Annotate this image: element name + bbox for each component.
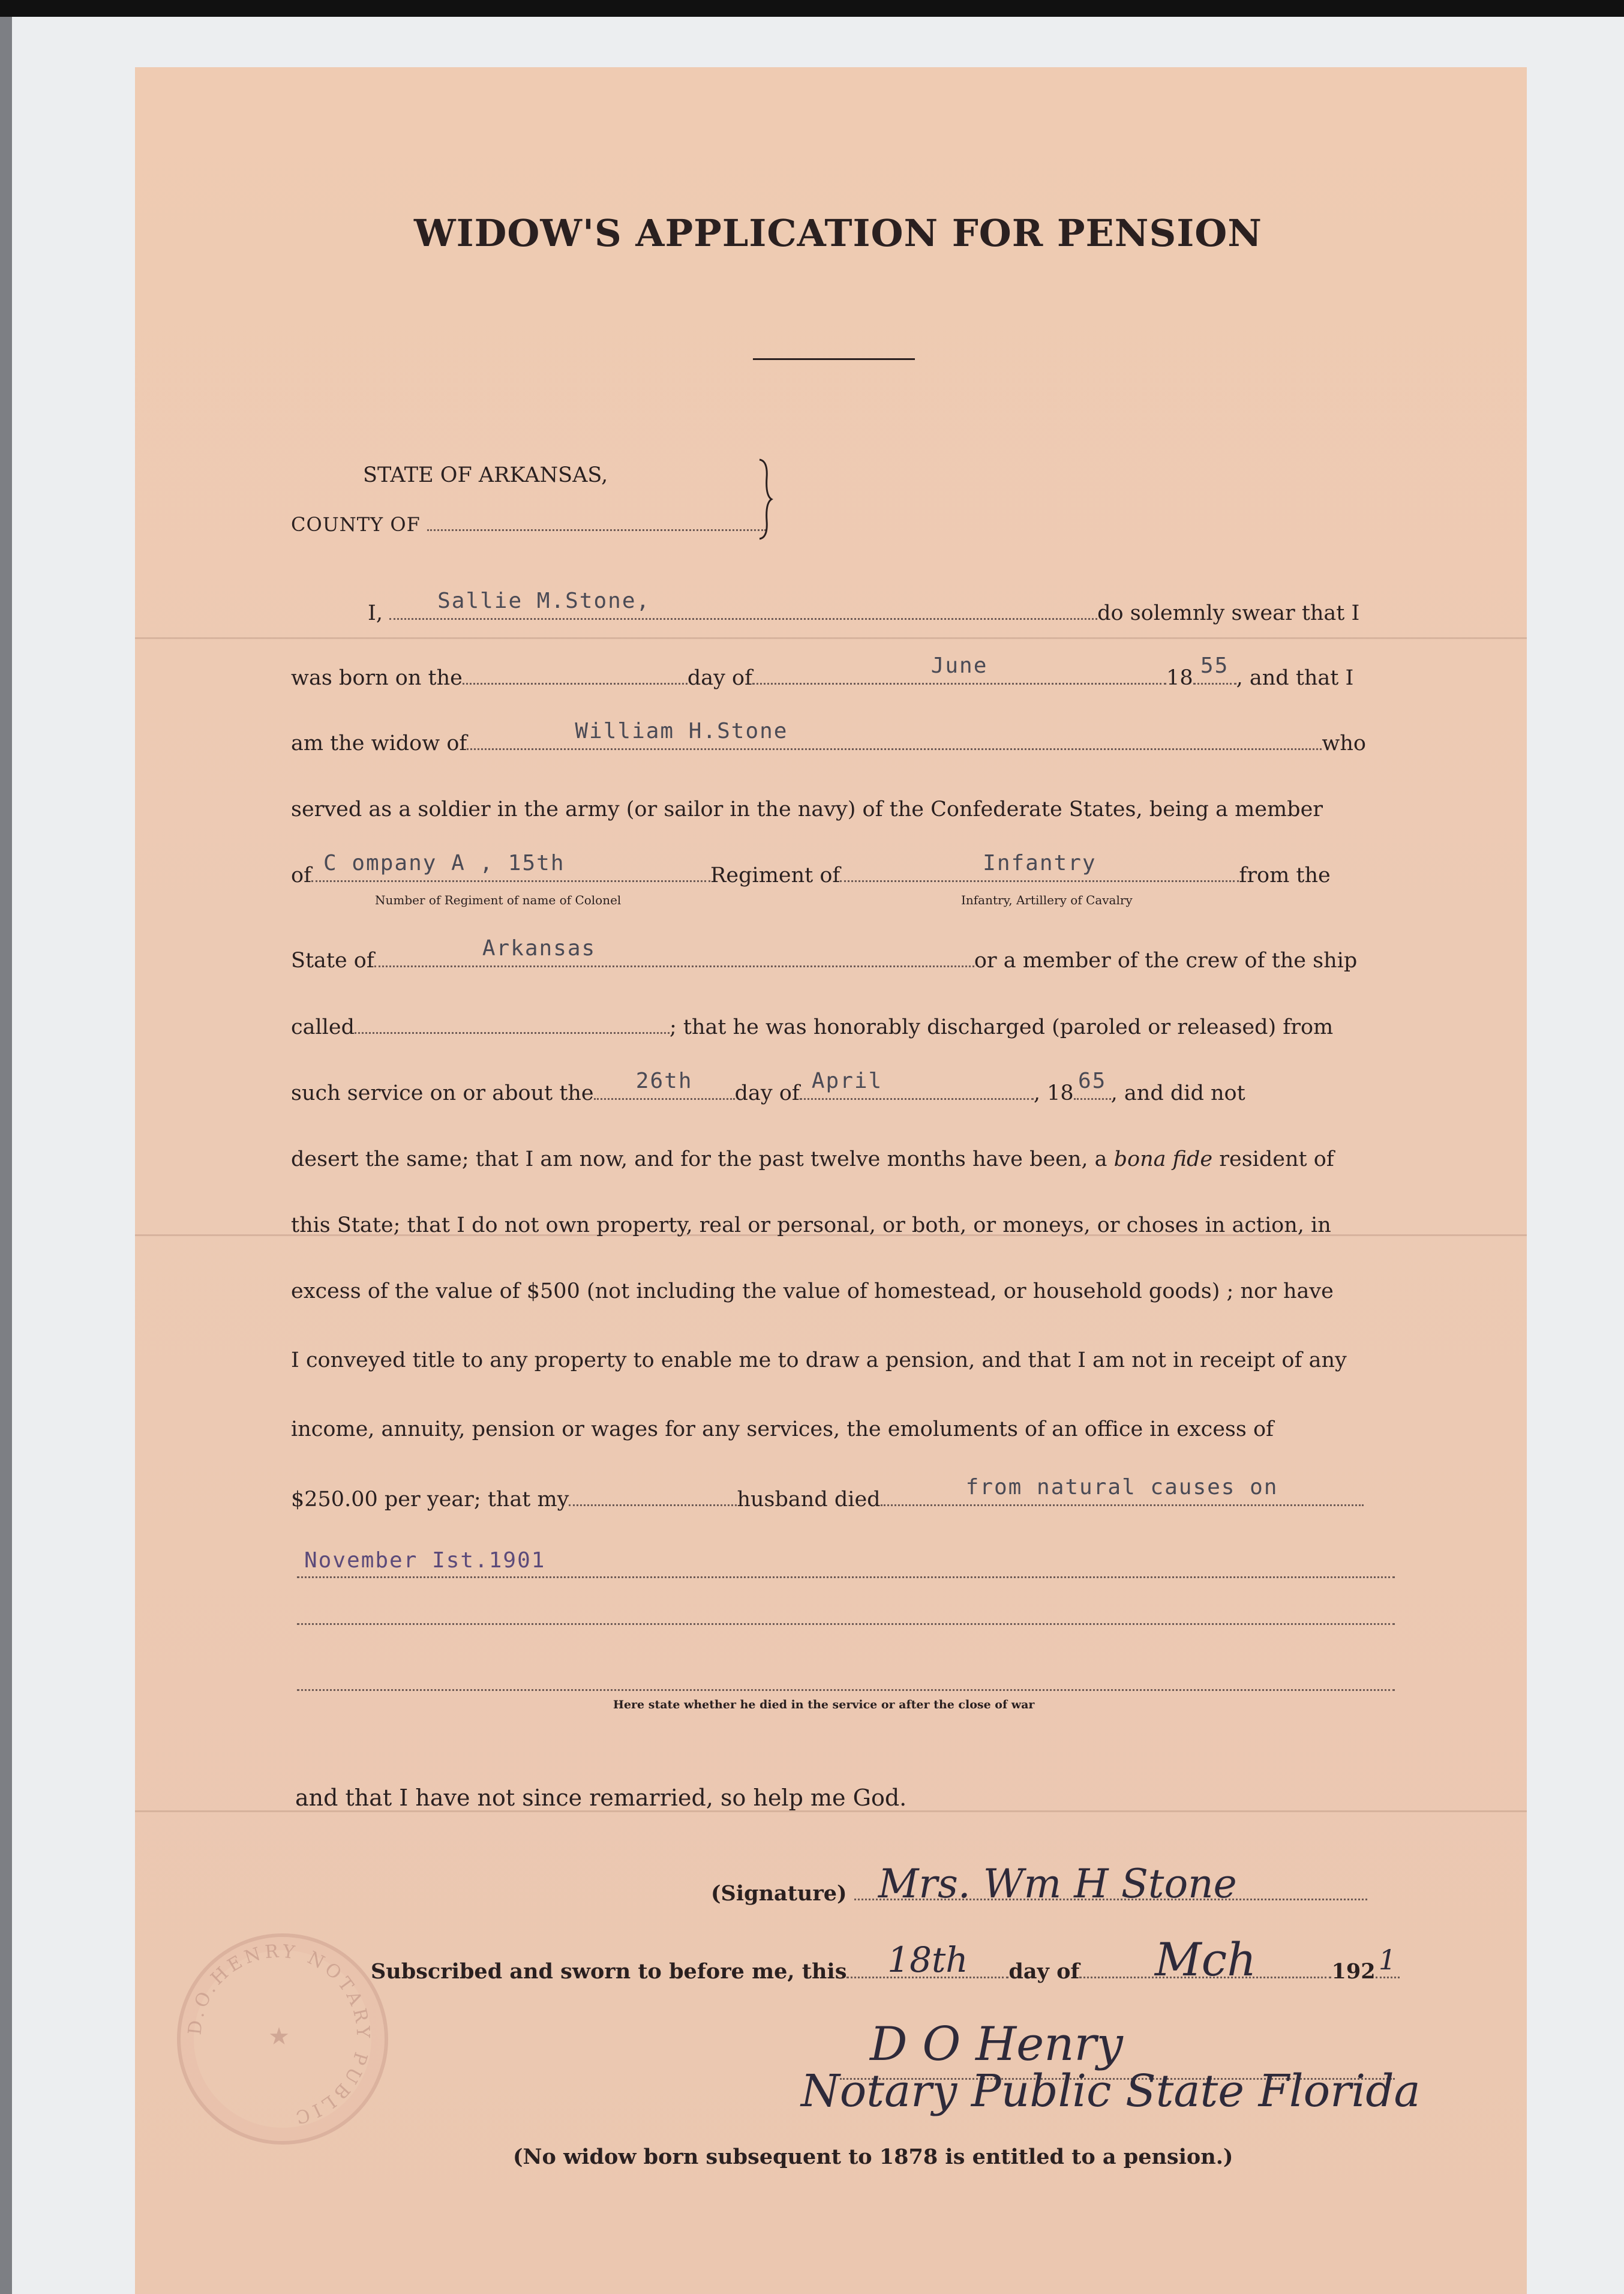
closing-statement: and that I have not since remarried, so help me God. [295, 1785, 907, 1811]
line-excess: excess of the value of $500 (not including the value of homestead, or household goods) ; nor have [291, 1279, 1334, 1303]
line-company: of C ompany A , 15th Regiment of Infantry from the [291, 851, 1331, 887]
sworn-month: Mch [1154, 1933, 1257, 1986]
line-discharge: such service on or about the 26th day of April , 18 65 , and did not [291, 1069, 1245, 1105]
company-caption: Number of Regiment of name of Colonel [375, 893, 622, 907]
brace-icon [756, 457, 774, 541]
discharge-month: April [811, 1069, 883, 1093]
line-birth: was born on the day of June 18 55 , and that I [291, 653, 1354, 690]
branch-caption: Infantry, Artillery of Cavalry [961, 893, 1133, 907]
applicant-name: Sallie M.Stone, [437, 589, 651, 613]
blank-line [297, 1621, 1395, 1625]
line-income: income, annuity, pension or wages for any services, the emoluments of an office in excess of [291, 1417, 1274, 1441]
svg-text:★: ★ [268, 2023, 290, 2050]
applicant-signature: Mrs. Wm H Stone [878, 1861, 1237, 1907]
paper-fold [135, 637, 1527, 639]
branch: Infantry [983, 851, 1097, 875]
notary-title: Notary Public State Florida [801, 2065, 1421, 2117]
sworn-year: 1 [1378, 1944, 1397, 1976]
husband-name: William H.Stone [575, 719, 788, 743]
birth-year: 55 [1200, 653, 1229, 678]
line-death-date [297, 1548, 1395, 1578]
pension-application-document [135, 67, 1527, 2294]
line-property: this State; that I do not own property, real or personal, or both, or moneys, or choses in action, in [291, 1213, 1331, 1237]
line-ship: called ; that he was honorably discharged (paroled or released) from [291, 1015, 1334, 1039]
sworn-day: 18th [887, 1939, 968, 1980]
line-residency: desert the same; that I am now, and for the past twelve months have been, a bona fide resident of [291, 1147, 1334, 1171]
line-conveyed: I conveyed title to any property to enable me to draw a pension, and that I am not in receipt of any [291, 1348, 1347, 1372]
line-served: served as a soldier in the army (or sailor in the navy) of the Confederate States, being a member [291, 797, 1323, 821]
death-date: November Ist.1901 [304, 1548, 546, 1573]
signature-line: (Signature) Mrs. Wm H Stone [711, 1881, 1367, 1907]
discharge-day: 26th [635, 1069, 693, 1093]
death-caption: Here state whether he died in the service or after the close of war [613, 1698, 1035, 1711]
state-label: STATE OF ARKANSAS, [363, 463, 608, 487]
title-rule [753, 358, 915, 360]
death-cause: from natural causes on [965, 1475, 1278, 1500]
county-field [427, 511, 766, 531]
home-state: Arkansas [482, 936, 596, 961]
notary-seal [177, 1933, 388, 2145]
sworn-line: Subscribed and sworn to before me, this 18th day of Mch 192 1 [371, 1959, 1400, 1985]
seal-text: D.O.HENRY NOTARY PUBLIC [184, 1941, 374, 2129]
birth-month: June [930, 653, 988, 678]
company: C ompany A , 15th [323, 851, 565, 875]
document-title: WIDOW'S APPLICATION FOR PENSION [414, 211, 1262, 255]
line-state: State of Arkansas or a member of the crew of the ship [291, 936, 1358, 973]
line-name: I, Sallie M.Stone, do solemnly swear that I [368, 589, 1360, 625]
line-husband-died: $250.00 per year; that my husband died from natural causes on [291, 1486, 1364, 1513]
scan-left-edge [0, 17, 12, 2294]
line-widow-of: am the widow of William H.Stone who [291, 719, 1366, 755]
blank-line [297, 1687, 1395, 1691]
notary-signature: D O Henry [870, 2017, 1123, 2071]
footer-note: (No widow born subsequent to 1878 is entitled to a pension.) [513, 2145, 1233, 2169]
discharge-year: 65 [1077, 1069, 1107, 1093]
scan-top-edge [0, 0, 1624, 17]
county-label: COUNTY OF [291, 511, 766, 536]
